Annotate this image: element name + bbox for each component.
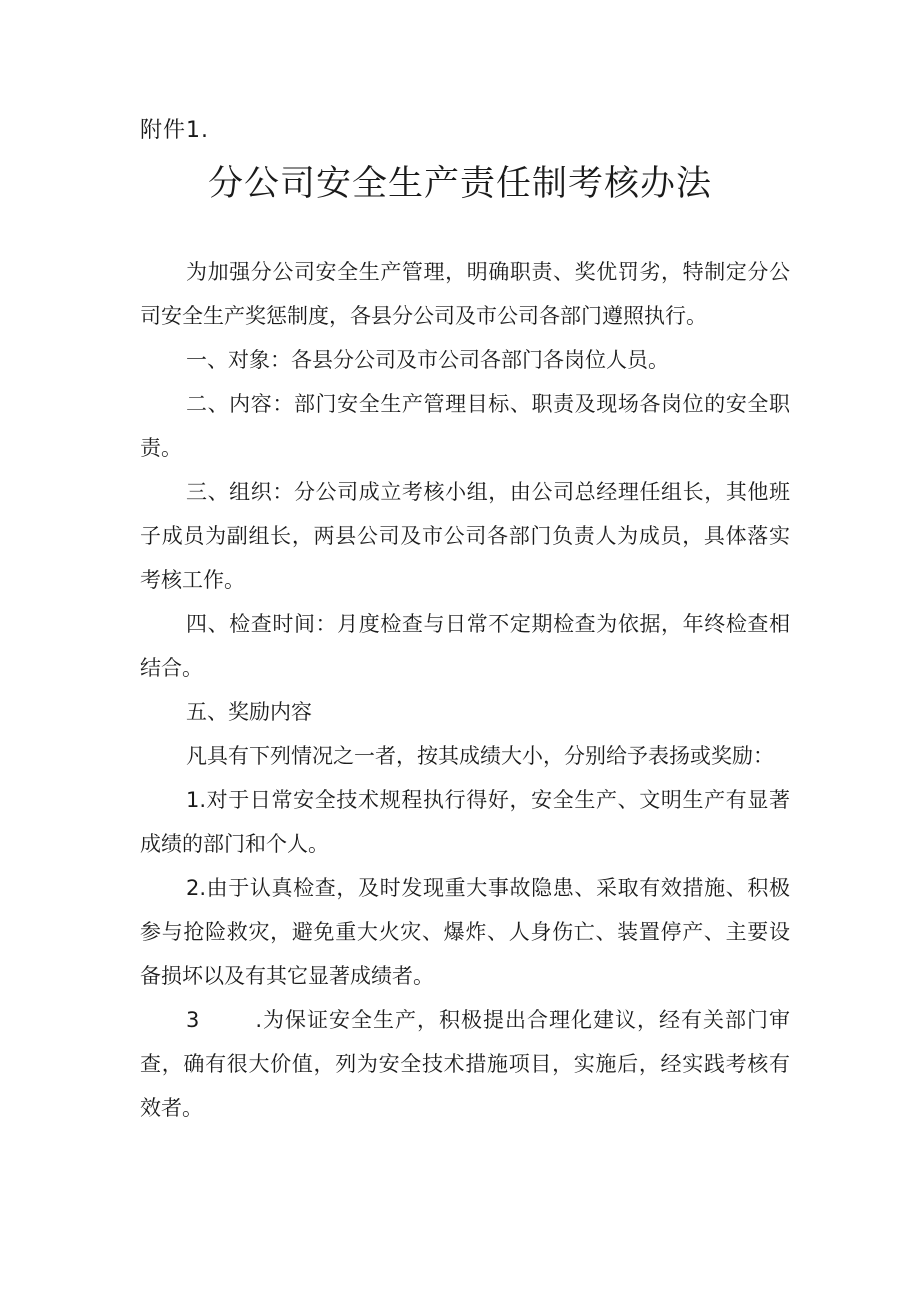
- reward-item-3-number: 3: [186, 1008, 200, 1032]
- rewards-intro: 凡具有下列情况之一者，按其成绩大小，分别给予表扬或奖励：: [186, 744, 774, 768]
- section-content: 二、内容：部门安全生产管理目标、职责及现场各岗位的安全职责。: [140, 392, 790, 460]
- section-organization: 三、组织：分公司成立考核小组，由公司总经理任组长，其他班子成员为副组长，两县公司及市公司各部门负责人为成员，具体落实考核工作。: [140, 480, 790, 592]
- section-target: 一、对象：各县分公司及市公司各部门各岗位人员。: [186, 348, 669, 372]
- document-body: [140, 250, 790, 1130]
- document-title: 分公司安全生产责任制考核办法: [207, 164, 712, 204]
- attachment-label: 附件1.: [140, 118, 209, 143]
- intro-paragraph: 为加强分公司安全生产管理，明确职责、奖优罚劣，特制定分公司安全生产奖惩制度，各县分公司及市公司各部门遵照执行。: [140, 260, 790, 328]
- reward-item-3-text: .为保证安全生产，积极提出合理化建议，经有关部门审查，确有很大价值，列为安全技术措施项目，实施后，经实践考核有效者。: [140, 1008, 790, 1120]
- reward-item-1: 1.对于日常安全技术规程执行得好，安全生产、文明生产有显著成绩的部门和个人。: [140, 788, 790, 856]
- reward-item-3: [140, 998, 790, 1130]
- section-rewards-heading: 五、奖励内容: [186, 700, 312, 724]
- reward-item-2: 2.由于认真检查，及时发现重大事故隐患、采取有效措施、积极参与抢险救灾，避免重大火灾、爆炸、人身伤亡、装置停产、主要设备损坏以及有其它显著成绩者。: [140, 876, 790, 988]
- section-inspection-time: 四、检查时间：月度检查与日常不定期检查为依据，年终检查相结合。: [140, 612, 790, 680]
